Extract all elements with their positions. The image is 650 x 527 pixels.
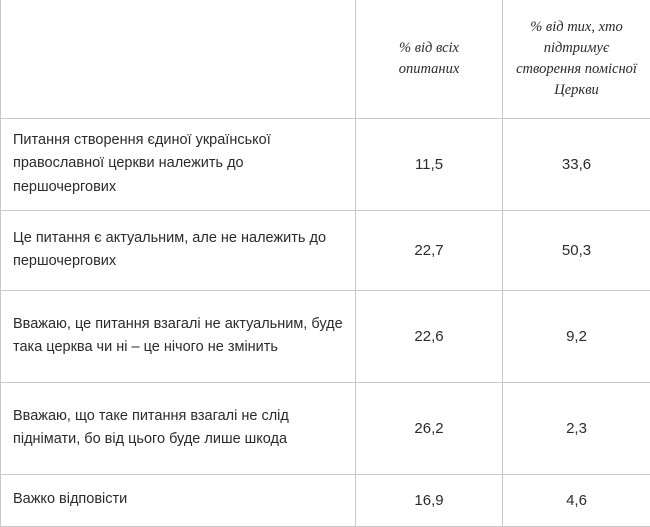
row-value-col1: 26,2 <box>356 382 503 474</box>
row-label: Вважаю, це питання взагалі не актуальним, буде така церква чи ні – це нічого не змінить <box>1 290 356 382</box>
table-row <box>1 290 650 382</box>
row-label: Питання створення єдиної української православної церкви належить до першочергових <box>1 118 356 210</box>
table-row <box>1 210 650 290</box>
row-value-col2: 33,6 <box>503 118 650 210</box>
header-col1: % від всіх опитаних <box>356 0 503 118</box>
row-label: Вважаю, що таке питання взагалі не слід піднімати, бо від цього буде лише шкода <box>1 382 356 474</box>
table-header-row <box>1 0 650 118</box>
row-value-col2: 2,3 <box>503 382 650 474</box>
row-value-col2: 4,6 <box>503 474 650 526</box>
table-row <box>1 474 650 526</box>
header-empty-cell <box>1 0 356 118</box>
header-col2: % від тих, хто підтримує створення помісної Церкви <box>503 0 650 118</box>
row-value-col1: 16,9 <box>356 474 503 526</box>
row-label: Це питання є актуальним, але не належить до першочергових <box>1 210 356 290</box>
row-value-col1: 11,5 <box>356 118 503 210</box>
row-value-col1: 22,6 <box>356 290 503 382</box>
table-row <box>1 382 650 474</box>
row-value-col2: 50,3 <box>503 210 650 290</box>
row-label: Важко відповісти <box>1 474 356 526</box>
row-value-col1: 22,7 <box>356 210 503 290</box>
row-value-col2: 9,2 <box>503 290 650 382</box>
table-row <box>1 118 650 210</box>
